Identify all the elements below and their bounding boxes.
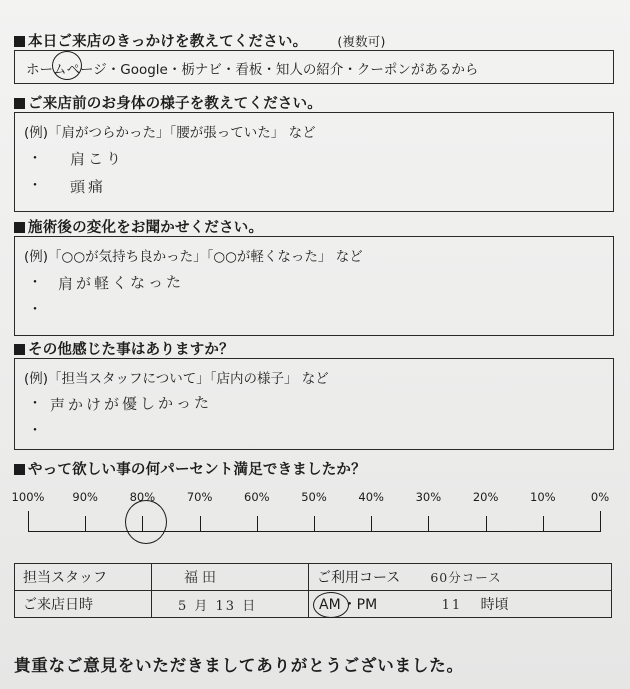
am-circle	[313, 592, 349, 618]
scale-label: 50%	[301, 490, 327, 504]
staff-label: 担当スタッフ	[15, 564, 152, 591]
q5-title: やって欲しい事の何パーセント満足できましたか？	[28, 462, 366, 478]
q3-bullet: ・	[28, 302, 42, 318]
scale-label: 40%	[358, 490, 384, 504]
scale-label: 0%	[590, 490, 610, 504]
hour-value: 11	[441, 598, 463, 613]
pm-option: PM	[356, 597, 378, 613]
q4-example: (例)「担当スタッフについて」「店内の様子」 など	[24, 371, 329, 387]
scale-label: 20%	[472, 490, 499, 504]
selection-circle	[52, 51, 82, 80]
scale-label: 60%	[244, 490, 270, 504]
scale-line	[28, 531, 600, 532]
scale-tick	[28, 511, 29, 532]
table-row	[15, 591, 612, 618]
q4-title: その他感じた事はありますか？	[28, 342, 234, 358]
course-label: ご利用コース	[317, 570, 401, 586]
q2-example: (例)「肩がつらかった」「腰が張っていた」 など	[24, 125, 316, 141]
square-bullet-icon	[14, 222, 25, 233]
q3-title: 施術後の変化をお聞かせください。	[28, 220, 264, 236]
scale-tick	[543, 516, 544, 531]
course-value: 60分コース	[430, 570, 502, 585]
scale-tick	[314, 516, 315, 531]
square-bullet-icon	[14, 36, 25, 47]
q2-title: ご来店前のお身体の様子を教えてください。	[28, 96, 322, 112]
staff-value: 福田	[184, 570, 220, 586]
hour-suffix: 時頃	[480, 597, 509, 613]
square-bullet-icon	[14, 344, 25, 355]
q1-note: (複数可)	[337, 34, 386, 49]
scale-tick	[85, 516, 86, 531]
table-row	[15, 564, 612, 591]
q2-bullet: ・	[28, 178, 42, 194]
square-bullet-icon	[14, 98, 25, 109]
scale-label: 30%	[415, 490, 442, 504]
am-option: AM	[319, 597, 341, 613]
square-bullet-icon	[14, 464, 25, 475]
q1-header	[14, 30, 386, 51]
scale-label: 80%	[129, 490, 156, 504]
q4-answer: 声かけが優しかった	[49, 393, 213, 415]
q4-bullet: ・	[28, 423, 42, 439]
scale-tick	[257, 516, 258, 531]
scale-tick	[428, 516, 429, 531]
q4-bullet: ・	[28, 396, 42, 412]
q3-example: (例)「○○が気持ち良かった」「○○が軽くなった」 など	[24, 249, 363, 265]
q1-options: ホームページ・Google・栃ナビ・看板・知人の紹介・クーポンがあるから	[26, 62, 479, 78]
scale-label: 10%	[530, 490, 556, 504]
scale-selection-circle	[125, 500, 167, 544]
q2-header	[14, 92, 322, 113]
scale-tick	[371, 516, 372, 531]
info-table	[14, 563, 612, 618]
q5-header	[14, 458, 366, 479]
q3-answer: 肩が軽くなった	[57, 272, 185, 294]
footer-message: 貴重なご意見をいただきましてありがとうございました。	[14, 656, 464, 675]
date-label: ご来店日時	[15, 591, 152, 618]
q2-answer: 頭痛	[69, 177, 107, 197]
q3-bullet: ・	[28, 275, 42, 291]
q3-header	[14, 216, 263, 237]
scale-label: 100%	[11, 490, 45, 504]
q2-bullet: ・	[28, 151, 42, 167]
scale-label: 90%	[72, 490, 98, 504]
scale-tick	[486, 516, 487, 531]
scale-label: 70%	[186, 490, 213, 504]
q2-answer: 肩こり	[69, 149, 125, 169]
scale-tick	[600, 511, 601, 532]
scale-tick	[200, 516, 201, 531]
q1-title: 本日ご来店のきっかけを教えてください。	[28, 34, 308, 50]
date-value: 5 月 13 日	[178, 598, 258, 614]
q4-header	[14, 338, 234, 359]
ampm-separator: ・	[342, 597, 357, 613]
